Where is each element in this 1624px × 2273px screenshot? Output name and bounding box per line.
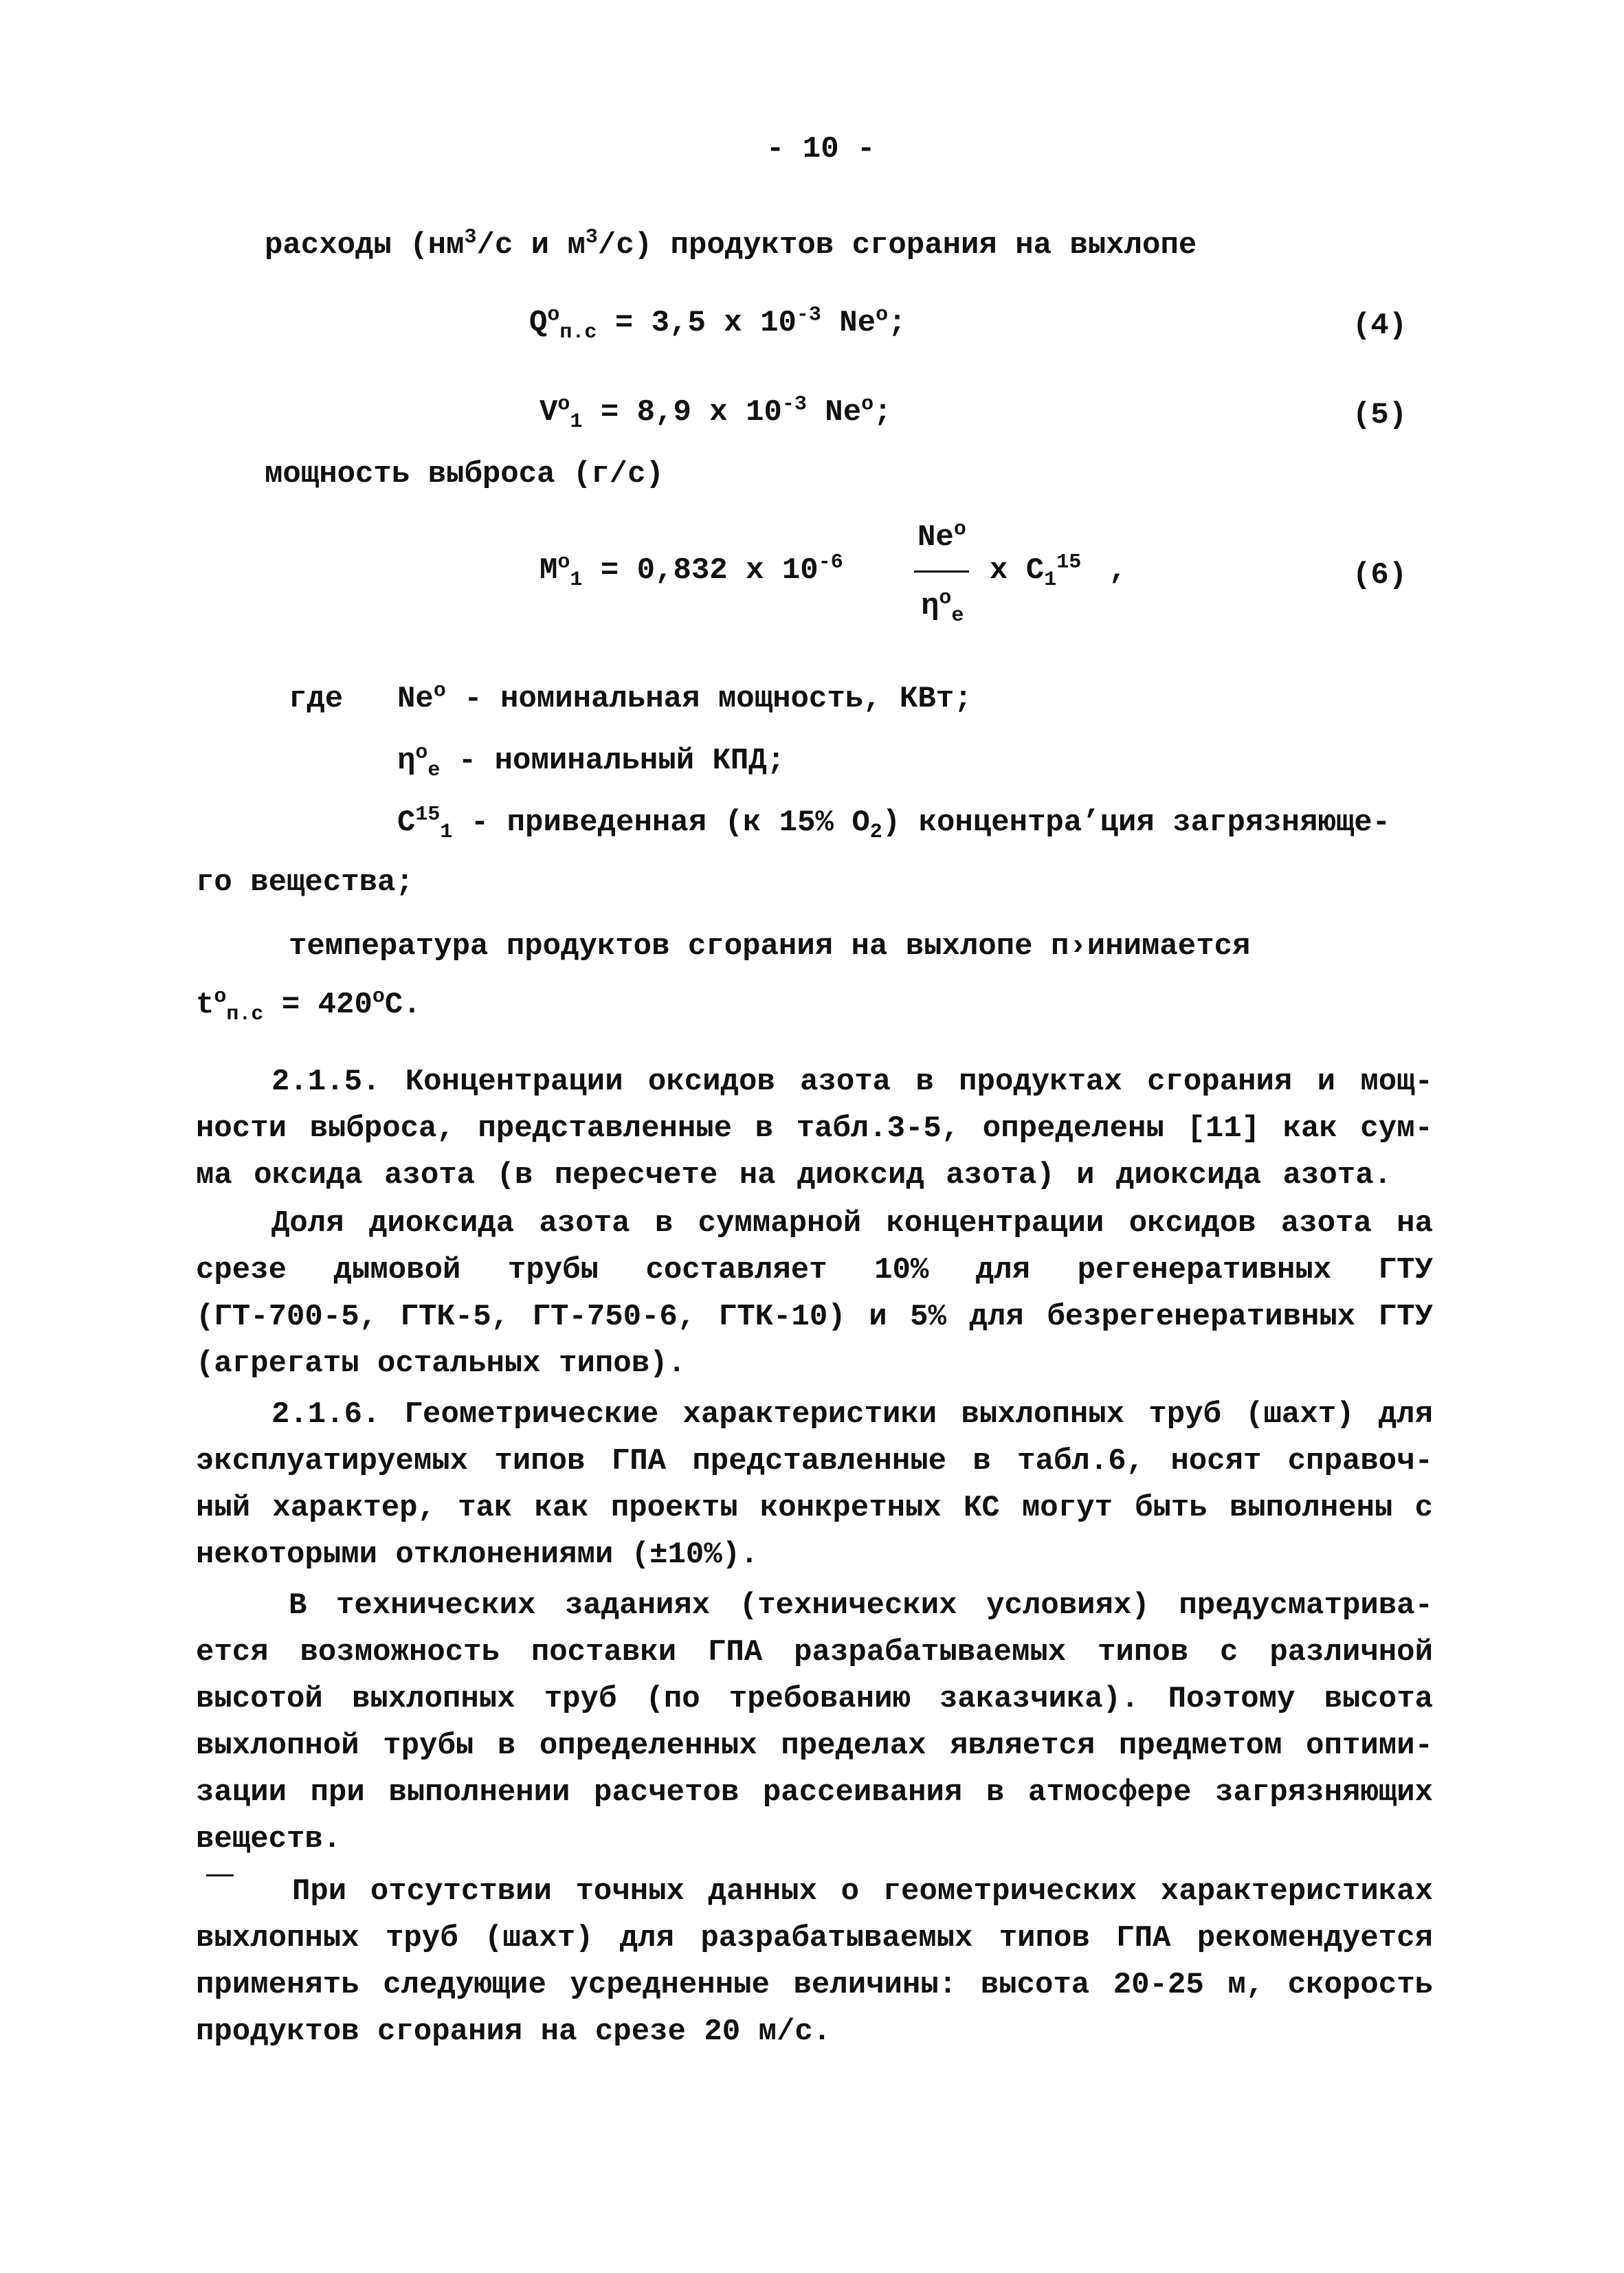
temp-value-sup: o	[372, 985, 385, 1009]
d3-symbol: C	[397, 806, 416, 840]
eq6-lhs-sup: o	[557, 551, 570, 575]
intro-text-b: /с и м	[476, 228, 586, 263]
p216c-line-1: При отсутствии точных данных о геометрических характеристиках	[292, 1874, 1433, 1909]
eq4-lhs: Q	[529, 306, 548, 340]
p216c-line-4: продуктов сгорания на срезе 20 м/с.	[196, 2015, 832, 2049]
eq4-var-sup: o	[876, 303, 889, 327]
eq6-mid: = 0,832 x 10	[582, 553, 819, 588]
temp-symbol: t	[196, 988, 214, 1022]
temp-value-a: = 420	[263, 988, 372, 1022]
intro-text-c: /с) продуктов сгорания на выхлопе	[597, 228, 1197, 263]
p216b-line-6: веществ.	[196, 1822, 342, 1856]
p216b-line-5: зации при выполнении расчетов рассеивания в атмосфере загрязняющих	[196, 1775, 1433, 1810]
eq5-exp: -3	[781, 392, 807, 417]
eq5-lhs-sub: 1	[570, 410, 583, 434]
eq6-numerator-sup: o	[953, 518, 966, 542]
power-label: мощность выброса (г/с)	[265, 457, 664, 491]
eq6-numerator	[917, 518, 966, 555]
eq6-denominator-sub: e	[951, 603, 964, 628]
p215b-line-4: (агрегаты остальных типов).	[196, 1346, 686, 1381]
eq6-tail-sup: 15	[1056, 551, 1082, 575]
p215-line-1: 2.1.5. Концентрации оксидов азота в продуктах сгорания и мощ-	[271, 1065, 1433, 1099]
equation-4	[529, 303, 906, 344]
eq4-lhs-sup: o	[547, 303, 560, 327]
d2-text: - номинальный КПД;	[440, 744, 786, 778]
p216b-line-2: ется возможность поставки ГПА разрабатываемых типов с различной	[196, 1635, 1433, 1670]
p215-line-2: ности выброса, представленные в табл.3-5, определены [11] как сум-	[196, 1111, 1433, 1146]
p216-line-4: некоторыми отклонениями (±10%).	[196, 1538, 759, 1572]
eq4-lhs-sub: п.с	[559, 320, 597, 344]
p216-line-3: ный характер, так как проекты конкретных КС могут быть выполнены с	[196, 1491, 1433, 1525]
eq5-end: ;	[874, 395, 892, 430]
definition-2	[397, 741, 786, 782]
eq4-end: ;	[888, 306, 906, 340]
p216-line-1: 2.1.6. Геометрические характеристики выхлопных труб (шахт) для	[271, 1397, 1433, 1432]
intro-sup-2: 3	[585, 225, 598, 250]
margin-dash-mark	[206, 1874, 234, 1876]
temperature-value	[196, 985, 421, 1026]
eq6-denominator-text: η	[921, 589, 939, 623]
eq6-tail: x C	[990, 553, 1045, 588]
p215b-line-3: (ГТ-700-5, ГТК-5, ГТ-750-6, ГТК-10) и 5% для безрегенеративных ГТУ	[196, 1300, 1433, 1334]
definition-1	[397, 679, 972, 716]
p216b-line-4: выхлопной трубы в определенных пределах является предметом оптими-	[196, 1729, 1433, 1763]
eq5-lhs: V	[540, 395, 558, 430]
d1-sup: o	[433, 679, 446, 703]
eq5-mid: = 8,9 x 10	[582, 395, 782, 430]
eq6-tail-sub: 1	[1044, 568, 1057, 592]
eq4-var: Ne	[821, 306, 876, 340]
eq6-lhs: M	[540, 553, 558, 588]
temp-sub: п.с	[226, 1002, 264, 1026]
temp-value-b: C.	[384, 988, 421, 1022]
page-number: - 10 -	[766, 132, 876, 166]
eq6-denominator	[921, 586, 964, 628]
d3-text-sub: 2	[869, 820, 882, 844]
p215-line-3: ма оксида азота (в пересчете на диоксид азота) и диоксида азота.	[196, 1158, 1392, 1193]
p215b-line-2: срезе дымовой трубы составляет 10% для регенеративных ГТУ	[196, 1253, 1433, 1287]
p216-line-2: эксплуатируемых типов ГПА представленные в табл.6, носят справоч-	[196, 1444, 1433, 1478]
d3-sub: 1	[440, 820, 453, 844]
definition-3-continuation: го вещества;	[196, 865, 414, 900]
where-label: где	[289, 682, 344, 716]
eq4-mid: = 3,5 x 10	[597, 306, 797, 340]
equation-5	[540, 392, 892, 434]
d3-text-b: ) концентра’ция загрязняюще-	[882, 806, 1391, 840]
d2-symbol: η	[397, 744, 416, 778]
p215b-line-1: Доля диоксида азота в суммарной концентрации оксидов азота на	[271, 1206, 1433, 1241]
temperature-line: температура продуктов сгорания на выхлопе п›инимается	[289, 929, 1251, 964]
d3-text-a: - приведенная (к 15% O	[452, 806, 870, 840]
d1-text: - номинальная мощность, КВт;	[445, 682, 972, 716]
equation-6-number: (6)	[1353, 558, 1408, 592]
eq5-lhs-sup: o	[557, 392, 570, 417]
definition-3	[397, 803, 1391, 844]
equation-6-right	[990, 551, 1127, 592]
d3-sup: 15	[415, 803, 441, 827]
eq6-denominator-sup: o	[939, 586, 952, 610]
p216b-line-3: высотой выхлопных труб (по требованию заказчика). Поэтому высота	[196, 1682, 1433, 1716]
eq5-var-sup: o	[861, 392, 874, 417]
eq6-fraction-bar	[914, 570, 969, 573]
intro-text-a: расходы (нм	[265, 228, 465, 263]
temp-sup: o	[214, 985, 227, 1009]
d2-sup: o	[415, 741, 428, 765]
p216c-line-3: применять следующие усредненные величины: высота 20-25 м, скорость	[196, 1968, 1433, 2002]
equation-4-number: (4)	[1353, 309, 1408, 343]
equation-6-left	[540, 551, 843, 592]
eq4-exp: -3	[796, 303, 821, 327]
eq6-lhs-sub: 1	[570, 568, 583, 592]
eq6-numerator-text: Ne	[917, 520, 954, 555]
equation-5-number: (5)	[1353, 398, 1408, 432]
d2-sub: e	[427, 758, 441, 782]
intro-sup-1: 3	[464, 225, 477, 250]
eq5-var: Ne	[806, 395, 862, 430]
intro-line	[265, 225, 1197, 263]
eq6-exp: -6	[818, 551, 843, 575]
eq6-tail-end: ,	[1109, 553, 1127, 588]
d1-symbol: Ne	[397, 682, 434, 716]
p216b-line-1: В технических заданиях (технических условиях) предусматрива-	[289, 1588, 1433, 1623]
p216c-line-2: выхлопных труб (шахт) для разрабатываемых типов ГПА рекомендуется	[196, 1921, 1433, 1955]
